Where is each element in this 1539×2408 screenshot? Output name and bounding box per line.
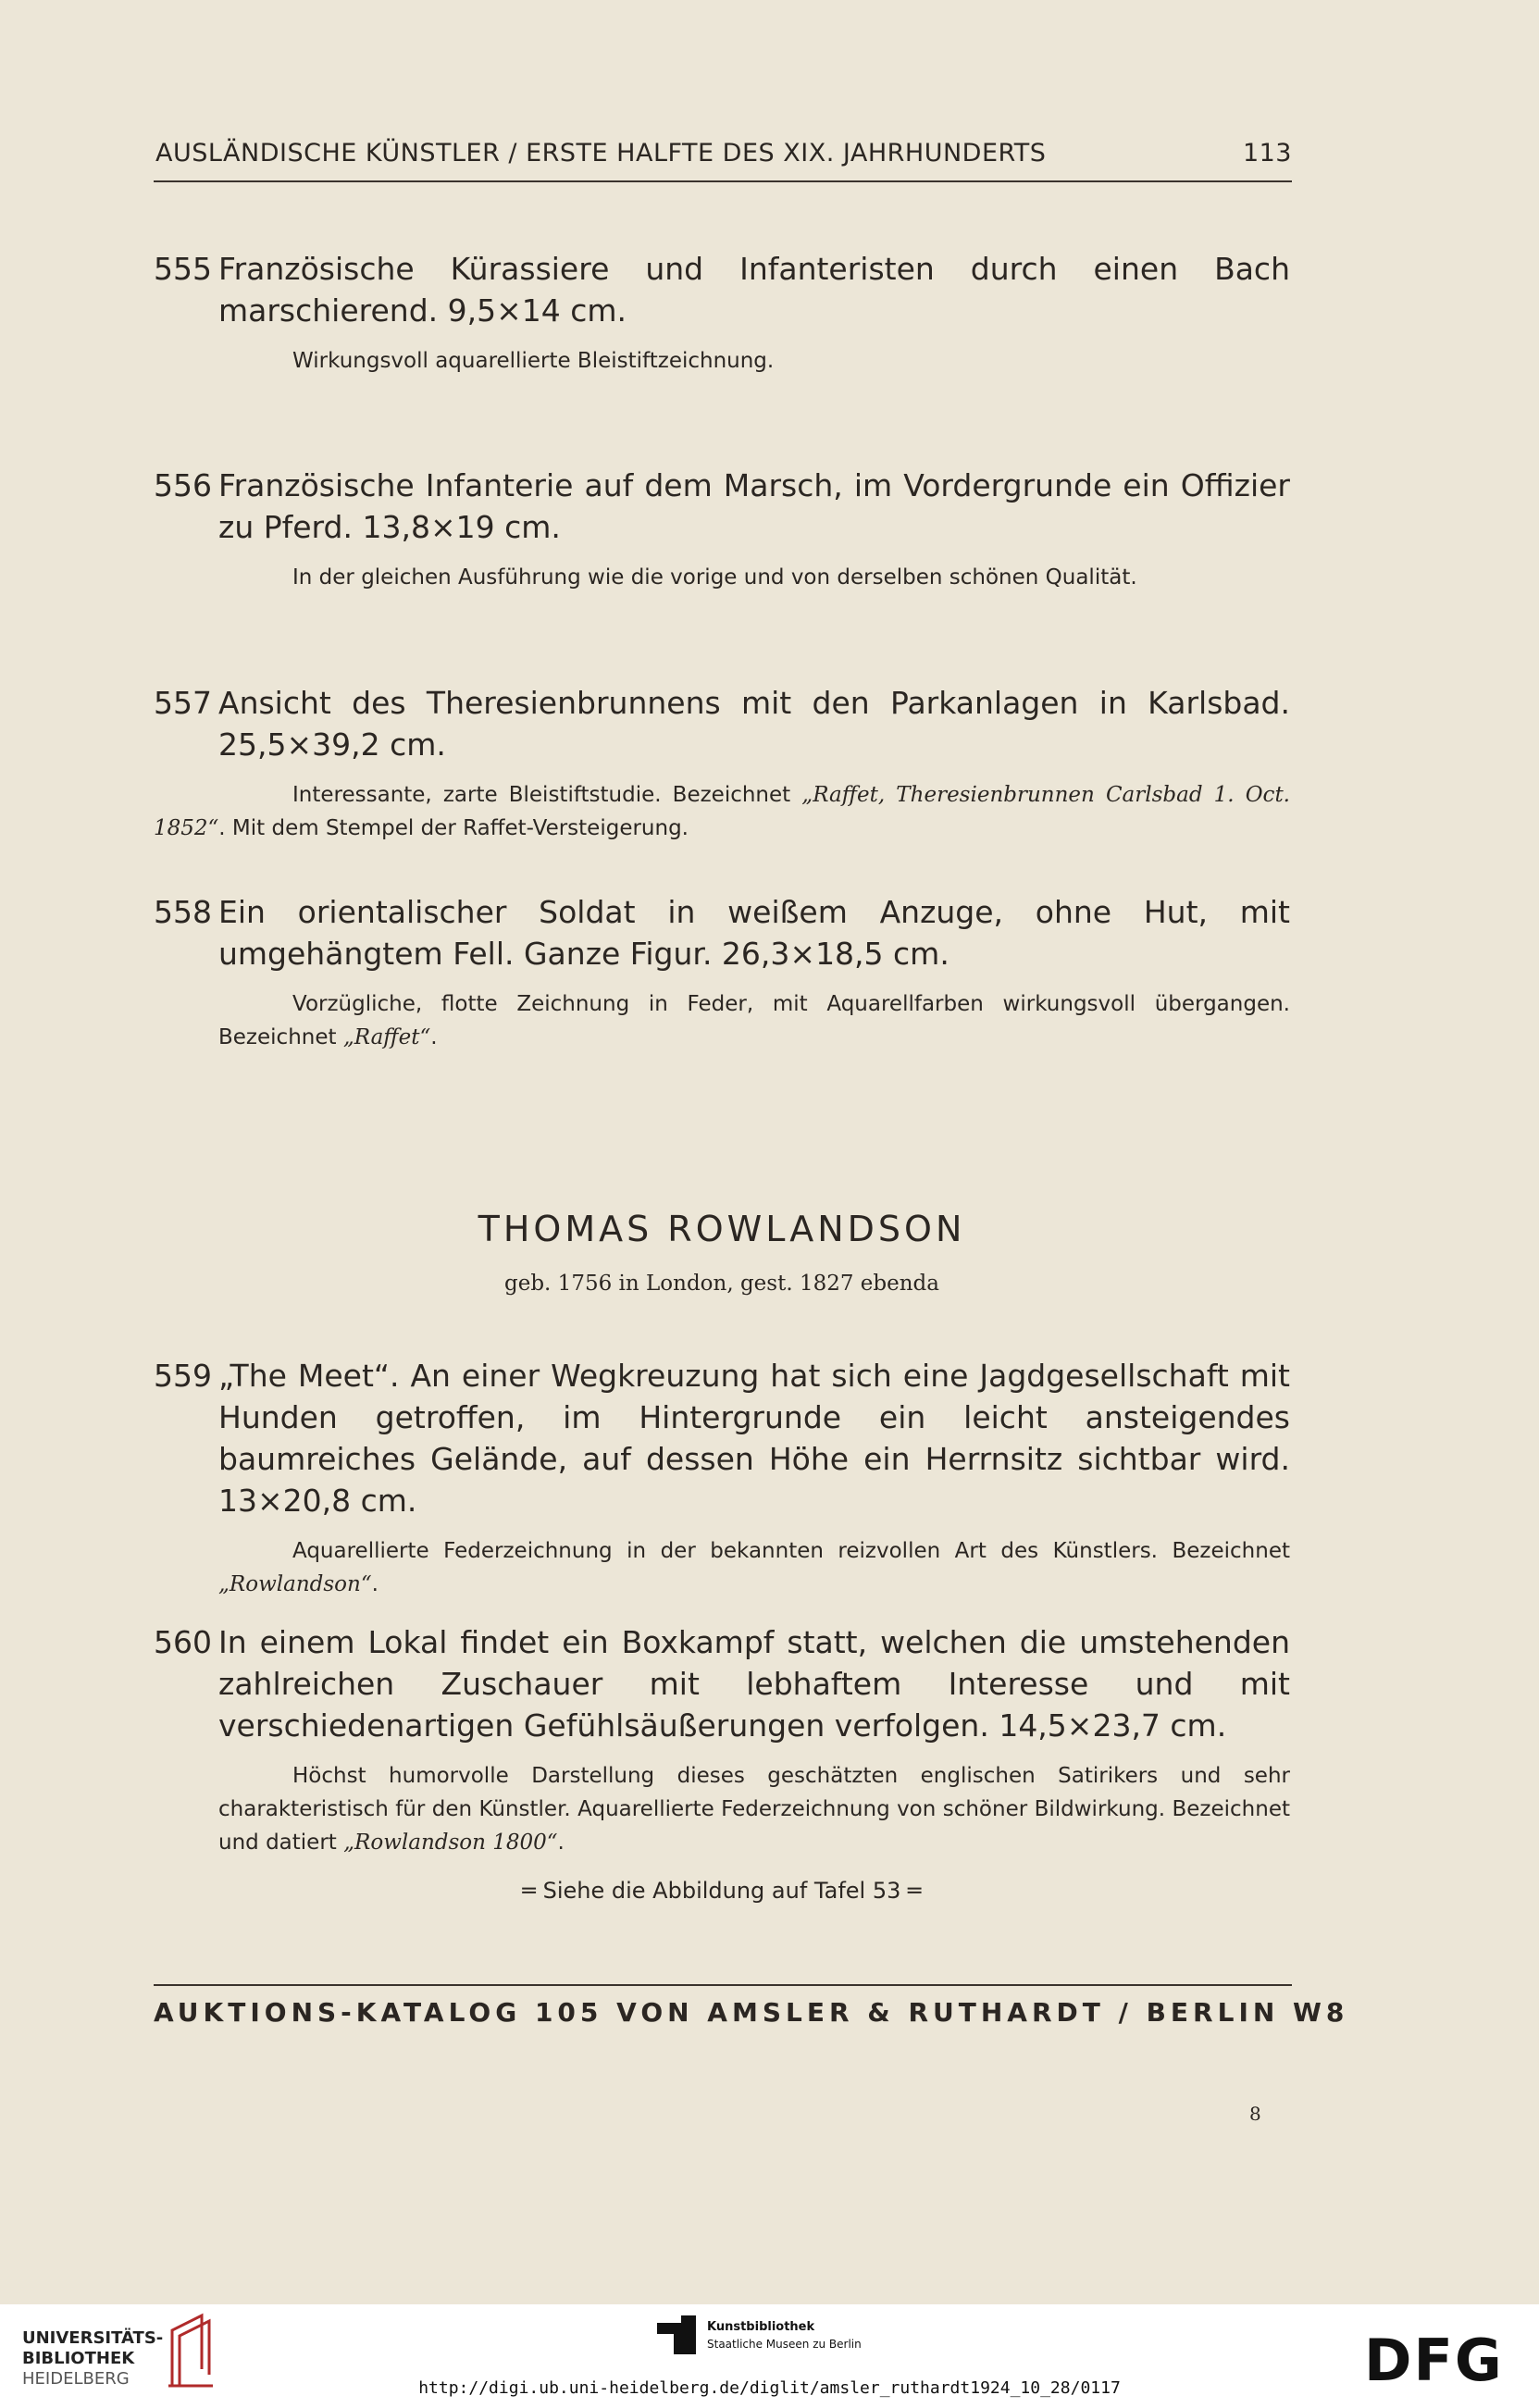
lot-number: 560 (154, 1624, 212, 1660)
lot-note: Höchst humorvolle Darstellung dieses geschätzten englischen Satirikers und sehr charakteristisch für den Künstler. Aquarellierte Federzeichnung von schöner Bildwirkung. Bezeichnet und datiert (218, 1764, 1290, 1855)
signature-inscription: „Rowlandson 1800“ (343, 1831, 558, 1855)
lot-560: 560 In einem Lokal findet ein Boxkampf statt, welchen die umstehenden zahlreichen Zuschauer mit lebhaftem Interesse und mit verschiedenartigen Gefühlsäußerungen verfolgen. 14,5×23,7 cm. Höchst humorvolle Darstellung dieses geschätzten englischen Satirikers und sehr charakteristisch für den Künstler. Aquarellierte Federzeichnung von schöner Bildwirkung. Bezeichnet und datiert „Rowlandson 1800“. ═ Siehe die Abbildung auf Tafel 53 ═ (154, 1621, 1290, 1904)
kunstbibliothek-icon (655, 2314, 698, 2356)
catalog-footer: AUKTIONS-KATALOG 105 VON AMSLER & RUTHARDT / BERLIN W8 (154, 1997, 1349, 2028)
uni-heidelberg-logo-text[interactable]: UNIVERSITÄTS- BIBLIOTHEK HEIDELBERG (22, 2328, 164, 2389)
signature-mark: 8 (1249, 2103, 1261, 2125)
lot-description: Ein orientalischer Soldat in weißem Anzuge, ohne Hut, mit umgehängtem Fell. Ganze Figur. 26,3×18,5 cm. (218, 894, 1290, 972)
lot-note: Interessante, zarte Bleistiftstudie. Bezeichnet (292, 783, 802, 807)
lot-note: Aquarellierte Federzeichnung in der bekannten reizvollen Art des Künstlers. Bezeichnet (292, 1539, 1290, 1563)
lot-description: Französische Kürassiere und Infanteristen durch einen Bach marschierend. 9,5×14 cm. (218, 251, 1290, 329)
signature-inscription: „Rowlandson“ (218, 1572, 372, 1596)
header-title: AUSLÄNDISCHE KÜNSTLER / ERSTE HALFTE DES XIX. JAHRHUNDERTS (155, 139, 1047, 168)
dfg-logo[interactable]: DFG (1364, 2327, 1504, 2394)
signature-inscription: „Raffet“ (342, 1025, 431, 1049)
plate-reference: ═ Siehe die Abbildung auf Tafel 53 ═ (522, 1878, 922, 1904)
lot-555 (154, 248, 1290, 378)
lot-559: 559 „The Meet“. An einer Wegkreuzung hat sich eine Jagdgesellschaft mit Hunden getroffen, im Hintergrunde ein leicht ansteigendes baumreiches Gelände, auf dessen Höhe ein Herrnsitz sichtbar wird. 13×20,8 cm. Aquarellierte Federzeichnung in der bekannten reizvollen Art des Künstlers. Bezeichnet „Rowlandson“. (154, 1355, 1290, 1601)
lot-description: Französische Infanterie auf dem Marsch, im Vordergrunde ein Offizier zu Pferd. 13,8×19 cm. (218, 467, 1290, 545)
lot-description: Ansicht des Theresienbrunnens mit den Parkanlagen in Karlsbad. 25,5×39,2 cm. (218, 685, 1290, 763)
lot-description: „The Meet“. An einer Wegkreuzung hat sich eine Jagdgesellschaft mit Hunden getroffen, im Hintergrunde ein leicht ansteigendes baumreiches Gelände, auf dessen Höhe ein Herrnsitz sichtbar wird. 13×20,8 cm. (218, 1358, 1290, 1519)
page-number: 113 (1242, 139, 1292, 168)
header-rule (154, 180, 1292, 182)
lot-note: Vorzügliche, flotte Zeichnung in Feder, mit Aquarellfarben wirkungsvoll übergangen. Bezeichnet (218, 992, 1290, 1049)
lot-number: 555 (154, 251, 212, 287)
artist-heading: THOMAS ROWLANDSON (478, 1209, 966, 1249)
lot-558: 558 Ein orientalischer Soldat in weißem Anzuge, ohne Hut, mit umgehängtem Fell. Ganze Figur. 26,3×18,5 cm. Vorzügliche, flotte Zeichnung in Feder, mit Aquarellfarben wirkungsvoll übergangen. Bezeichnet „Raffet“. (154, 891, 1290, 1054)
lot-note: Wirkungsvoll aquarellierte Bleistiftzeichnung. (292, 349, 775, 373)
lot-description: In einem Lokal findet ein Boxkampf statt, welchen die umstehenden zahlreichen Zuschauer mit lebhaftem Interesse und mit verschiedenartigen Gefühlsäußerungen verfolgen. 14,5×23,7 cm. (218, 1624, 1290, 1744)
artist-biography: geb. 1756 in London, gest. 1827 ebenda (504, 1272, 939, 1296)
lot-557: 557 Ansicht des Theresienbrunnens mit den Parkanlagen in Karlsbad. 25,5×39,2 cm. Interessante, zarte Bleistiftstudie. Bezeichnet „Raffet, Theresienbrunnen Carlsbad 1. Oct. 1852“. Mit dem Stempel der Raffet-Versteigerung. (154, 682, 1290, 845)
kunstbibliothek-logo[interactable]: Kunstbibliothek Staatliche Museen zu Berlin (655, 2314, 862, 2356)
lot-556 (154, 465, 1290, 594)
lot-number: 557 (154, 685, 212, 721)
lot-number: 558 (154, 894, 212, 930)
permalink-url[interactable]: http://digi.ub.uni-heidelberg.de/diglit/amsler_ruthardt1924_10_28/0117 (418, 2378, 1121, 2398)
lot-note: In der gleichen Ausführung wie die vorige und von derselben schönen Qualität. (292, 565, 1137, 590)
lot-number: 556 (154, 467, 212, 503)
lot-number: 559 (154, 1358, 212, 1394)
footer-rule (154, 1984, 1292, 1986)
signature-inscription: „Raffet, Theresienbrunnen Carlsbad 1. Oct. 1852“ (154, 783, 1290, 840)
running-header (155, 139, 1292, 168)
